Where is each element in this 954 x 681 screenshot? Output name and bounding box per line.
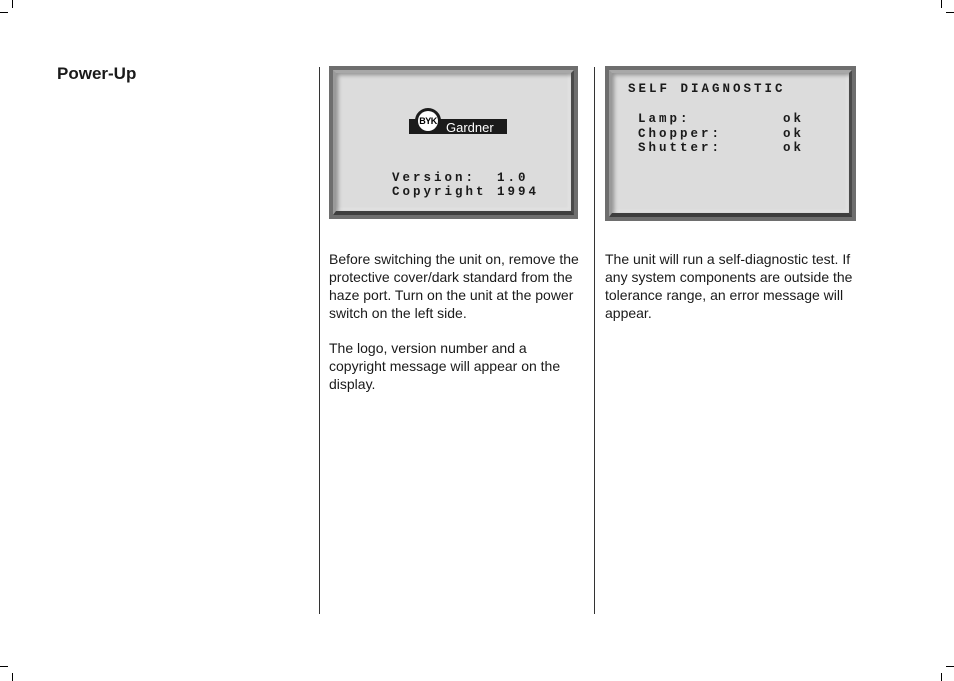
crop-mark (12, 673, 13, 681)
paragraph: Before switching the unit on, remove the protective cover/dark standard from the haze port. Turn on the unit at the power switch on the left side. (329, 251, 579, 321)
logo-seal (415, 108, 441, 134)
paragraph: The logo, version number and a copyright message will appear on the display. (329, 340, 561, 392)
section-title: Power-Up (57, 64, 137, 83)
diagnostic-value-lamp: ok (783, 112, 805, 126)
crop-mark (946, 666, 954, 667)
paragraph: The unit will run a self-diagnostic test. If any system components are outside the tolerance range, an error message will appear. (605, 251, 853, 321)
column-divider (594, 67, 595, 614)
crop-mark (941, 0, 942, 8)
diagnostic-label-chopper: Chopper: (638, 127, 723, 141)
diagnostic-label-shutter: Shutter: (638, 141, 723, 155)
column-2-text (605, 250, 863, 339)
logo-word: Gardner (446, 120, 494, 135)
crop-mark (946, 12, 954, 13)
column-1-text (329, 250, 587, 410)
diagnostic-value-chopper: ok (783, 127, 805, 141)
diagnostic-value-shutter: ok (783, 141, 805, 155)
crop-mark (12, 0, 13, 8)
diagnostic-label-lamp: Lamp: (638, 112, 691, 126)
crop-mark (941, 673, 942, 681)
startup-display-panel (333, 70, 574, 215)
startup-display (329, 66, 578, 219)
column-divider (319, 67, 320, 614)
diagnostic-display-panel (609, 70, 852, 217)
diagnostic-title: SELF DIAGNOSTIC (628, 82, 786, 96)
version-line: Version: 1.0 (392, 171, 529, 185)
diagnostic-display (605, 66, 856, 221)
copyright-line: Copyright 1994 (392, 185, 540, 199)
crop-mark (0, 12, 8, 13)
crop-mark (0, 666, 8, 667)
byk-gardner-logo (409, 107, 510, 135)
logo-seal-text: BYK (418, 111, 438, 131)
